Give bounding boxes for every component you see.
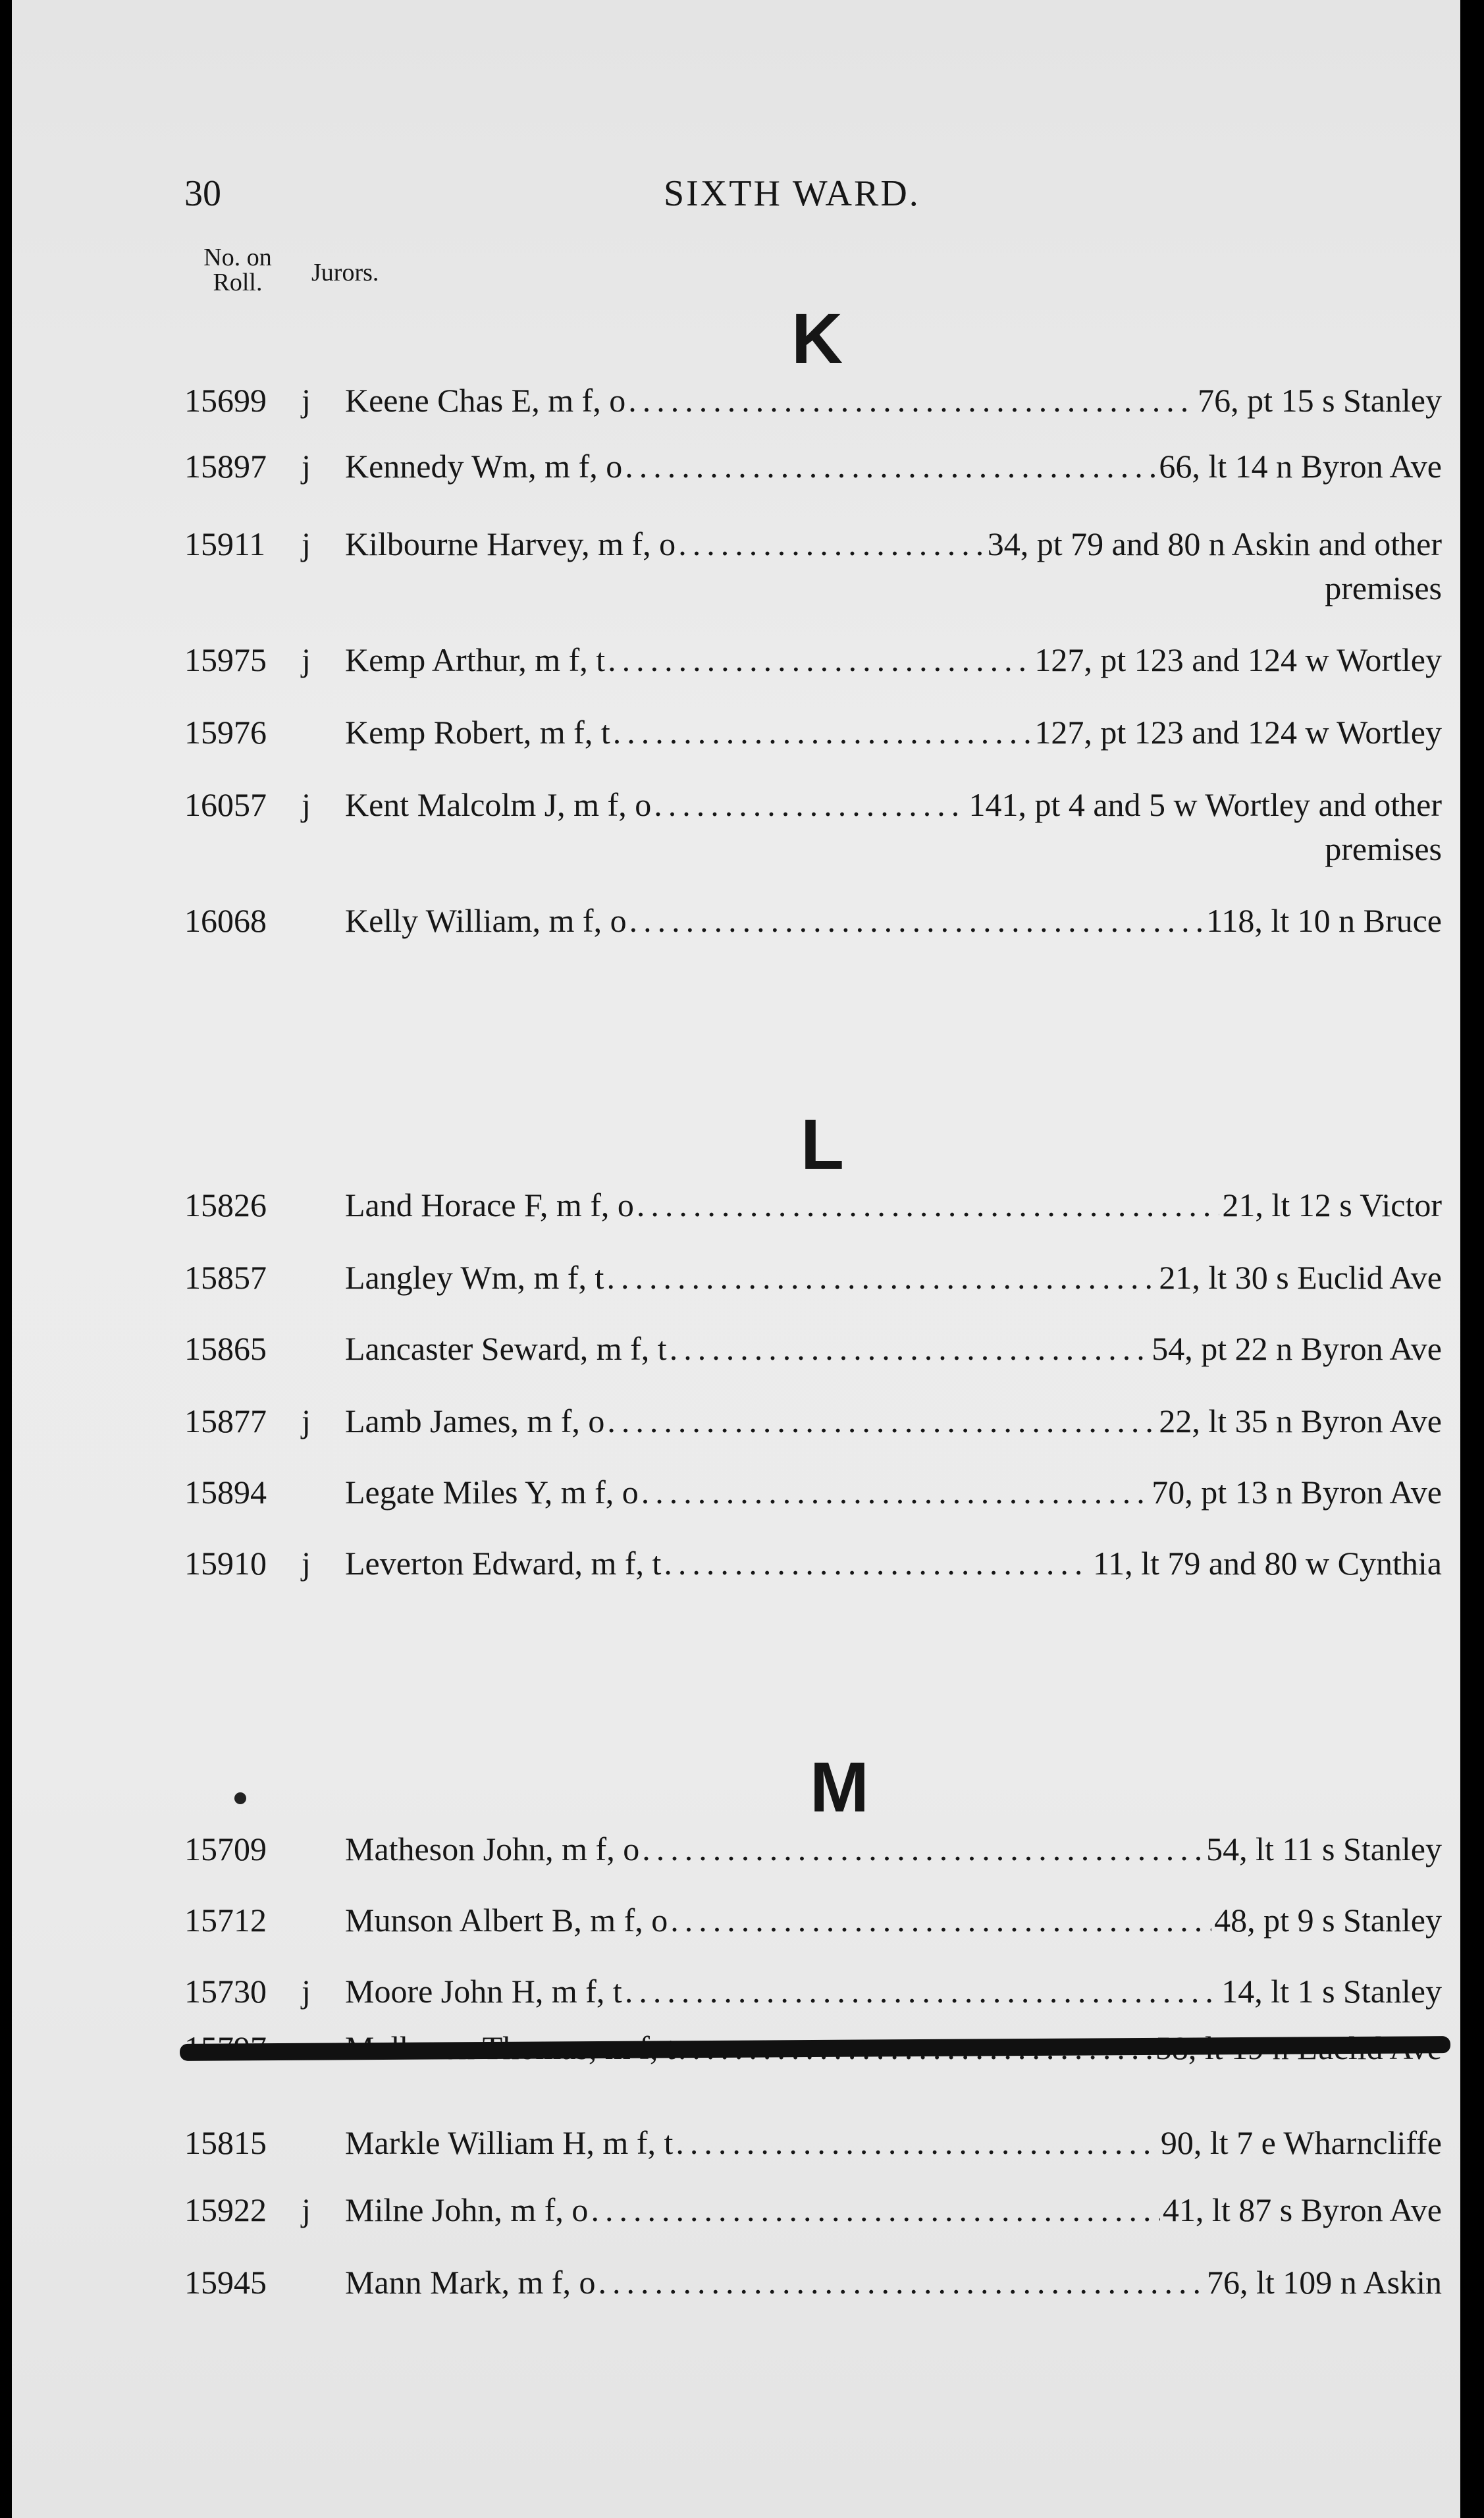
entry-line xyxy=(345,778,1442,831)
entry-name: Leverton Edward, m f, t xyxy=(345,1545,662,1582)
ink-speck xyxy=(234,1792,246,1804)
leader-dots xyxy=(591,2183,1159,2236)
roll-number: 15699 xyxy=(184,382,267,419)
list-item xyxy=(184,1894,1442,1946)
section-letter-k: K xyxy=(791,298,843,378)
entry-continuation: premises xyxy=(1325,830,1442,867)
entry-line xyxy=(345,894,1442,947)
entry-line xyxy=(345,1395,1442,1447)
roll-number: 15709 xyxy=(184,1831,267,1867)
leader-dots xyxy=(641,1466,1150,1518)
entry-property: 54, lt 11 s Stanley xyxy=(1206,1831,1442,1867)
juror-mark: j xyxy=(302,2191,311,2228)
entry-property: 76, pt 15 s Stanley xyxy=(1198,382,1442,419)
juror-mark: j xyxy=(302,786,311,823)
entry-line xyxy=(345,1322,1442,1375)
leader-dots xyxy=(598,2256,1205,2309)
entry-line xyxy=(345,1251,1442,1304)
entry-line xyxy=(345,1179,1442,1231)
entry-name: Kilbourne Harvey, m f, o xyxy=(345,525,676,562)
leader-dots xyxy=(607,1395,1156,1447)
leader-dots xyxy=(637,1179,1220,1231)
entry-name: Land Horace F, m f, o xyxy=(345,1187,634,1223)
entry-line xyxy=(345,1537,1442,1590)
section-letter-m: M xyxy=(810,1747,869,1827)
entry-line xyxy=(345,518,1442,570)
leader-dots xyxy=(664,1537,1090,1590)
leader-dots xyxy=(642,1823,1204,1875)
list-item xyxy=(184,706,1442,759)
entry-property: 70, pt 13 n Byron Ave xyxy=(1152,1474,1442,1511)
list-item xyxy=(184,1322,1442,1375)
leader-dots xyxy=(628,374,1195,427)
juror-mark: j xyxy=(302,525,311,562)
roll-number: 15976 xyxy=(184,714,267,751)
entry-name: Kennedy Wm, m f, o xyxy=(345,448,623,485)
roll-number: 15897 xyxy=(184,448,267,485)
leader-dots xyxy=(654,778,966,831)
entry-property: 14, lt 1 s Stanley xyxy=(1221,1973,1442,2010)
list-item xyxy=(184,440,1442,493)
entry-line xyxy=(345,1894,1442,1946)
entry-line xyxy=(345,2183,1442,2236)
entry-name: Kelly William, m f, o xyxy=(345,902,627,939)
entry-name: Kemp Robert, m f, t xyxy=(345,714,610,751)
entry-continuation: premises xyxy=(1325,570,1442,606)
leader-dots xyxy=(625,1965,1219,2018)
entry-name: Matheson John, m f, o xyxy=(345,1831,640,1867)
juror-mark: j xyxy=(302,382,311,419)
entry-name: Keene Chas E, m f, o xyxy=(345,382,626,419)
roll-number: 15826 xyxy=(184,1187,267,1223)
entry-property: 22, lt 35 n Byron Ave xyxy=(1159,1403,1442,1439)
page-number: 30 xyxy=(184,173,221,214)
entry-property: 21, lt 12 s Victor xyxy=(1222,1187,1442,1223)
list-item xyxy=(184,1466,1442,1518)
entry-name: Lamb James, m f, o xyxy=(345,1403,605,1439)
roll-number: 15815 xyxy=(184,2124,267,2161)
leader-dots xyxy=(676,2116,1157,2169)
leader-dots xyxy=(670,1894,1211,1946)
section-letter-l: L xyxy=(801,1104,844,1184)
roll-number: 15922 xyxy=(184,2191,267,2228)
roll-number: 15877 xyxy=(184,1403,267,1439)
list-item xyxy=(184,633,1442,686)
juror-mark: j xyxy=(302,1403,311,1439)
entry-name: Lancaster Seward, m f, t xyxy=(345,1330,667,1367)
entry-property: 127, pt 123 and 124 w Wortley xyxy=(1034,714,1442,751)
list-item xyxy=(184,1179,1442,1231)
list-item xyxy=(184,1251,1442,1304)
entry-property: 34, pt 79 and 80 n Askin and other xyxy=(987,525,1442,562)
entry-property: 141, pt 4 and 5 w Wortley and other xyxy=(968,786,1442,823)
entry-property: 41, lt 87 s Byron Ave xyxy=(1162,2191,1442,2228)
entry-name: Legate Miles Y, m f, o xyxy=(345,1474,639,1511)
entry-name: Moore John H, m f, t xyxy=(345,1973,622,2010)
entry-property: 11, lt 79 and 80 w Cynthia xyxy=(1092,1545,1442,1582)
juror-mark: j xyxy=(302,1973,311,2010)
entry-line xyxy=(345,633,1442,686)
roll-number: 16068 xyxy=(184,902,267,939)
list-item xyxy=(184,1395,1442,1447)
entry-name: Milne John, m f, o xyxy=(345,2191,589,2228)
entry-name: Langley Wm, m f, t xyxy=(345,1259,604,1296)
entry-name: Markle William H, m f, t xyxy=(345,2124,674,2161)
entry-property: 90, lt 7 e Wharncliffe xyxy=(1160,2124,1442,2161)
list-item xyxy=(184,1965,1442,2018)
leader-dots xyxy=(629,894,1204,947)
entry-line xyxy=(345,374,1442,427)
roll-number: 15730 xyxy=(184,1973,267,2010)
list-item xyxy=(184,778,1442,831)
entry-line xyxy=(345,1965,1442,2018)
document-page xyxy=(12,0,1460,2518)
juror-mark: j xyxy=(302,1545,311,1582)
roll-number: 15911 xyxy=(184,525,266,562)
entry-property: 48, pt 9 s Stanley xyxy=(1214,1902,1442,1939)
entry-line xyxy=(345,440,1442,493)
juror-mark: j xyxy=(302,448,311,485)
roll-number: 15857 xyxy=(184,1259,267,1296)
roll-number: 15865 xyxy=(184,1330,267,1367)
entry-name: Munson Albert B, m f, o xyxy=(345,1902,668,1939)
leader-dots xyxy=(606,1251,1156,1304)
list-item xyxy=(184,374,1442,427)
leader-dots xyxy=(670,1322,1150,1375)
roll-number: 15712 xyxy=(184,1902,267,1939)
entry-property: 127, pt 123 and 124 w Wortley xyxy=(1034,641,1442,678)
leader-dots xyxy=(608,633,1032,686)
list-item xyxy=(184,2116,1442,2169)
leader-dots xyxy=(613,706,1032,759)
entry-line xyxy=(345,2116,1442,2169)
juror-mark: j xyxy=(302,641,311,678)
entry-line xyxy=(345,1823,1442,1875)
page-title: SIXTH WARD. xyxy=(664,173,920,214)
roll-number: 15894 xyxy=(184,1474,267,1511)
entry-property: 54, pt 22 n Byron Ave xyxy=(1152,1330,1442,1367)
roll-number: 15975 xyxy=(184,641,267,678)
leader-dots xyxy=(625,440,1156,493)
entry-property: 118, lt 10 n Bruce xyxy=(1206,902,1442,939)
entry-line xyxy=(345,706,1442,759)
list-item xyxy=(184,1823,1442,1875)
list-item xyxy=(184,2183,1442,2236)
list-item xyxy=(184,2256,1442,2309)
roll-number: 15945 xyxy=(184,2264,267,2301)
entry-name: Kemp Arthur, m f, t xyxy=(345,641,606,678)
entry-line xyxy=(345,1466,1442,1518)
list-item xyxy=(184,1537,1442,1590)
entry-property: 76, lt 109 n Askin xyxy=(1207,2264,1442,2301)
entry-line xyxy=(345,2256,1442,2309)
entry-property: 66, lt 14 n Byron Ave xyxy=(1159,448,1442,485)
roll-number: 15910 xyxy=(184,1545,267,1582)
entry-property: 21, lt 30 s Euclid Ave xyxy=(1159,1259,1442,1296)
leader-dots xyxy=(678,518,985,570)
list-item xyxy=(184,518,1442,570)
column-heading-roll-number: No. on Roll. xyxy=(203,244,272,296)
entry-name: Kent Malcolm J, m f, o xyxy=(345,786,652,823)
column-heading-jurors: Jurors. xyxy=(311,259,379,286)
roll-number: 16057 xyxy=(184,786,267,823)
list-item xyxy=(184,894,1442,947)
entry-name: Mann Mark, m f, o xyxy=(345,2264,596,2301)
